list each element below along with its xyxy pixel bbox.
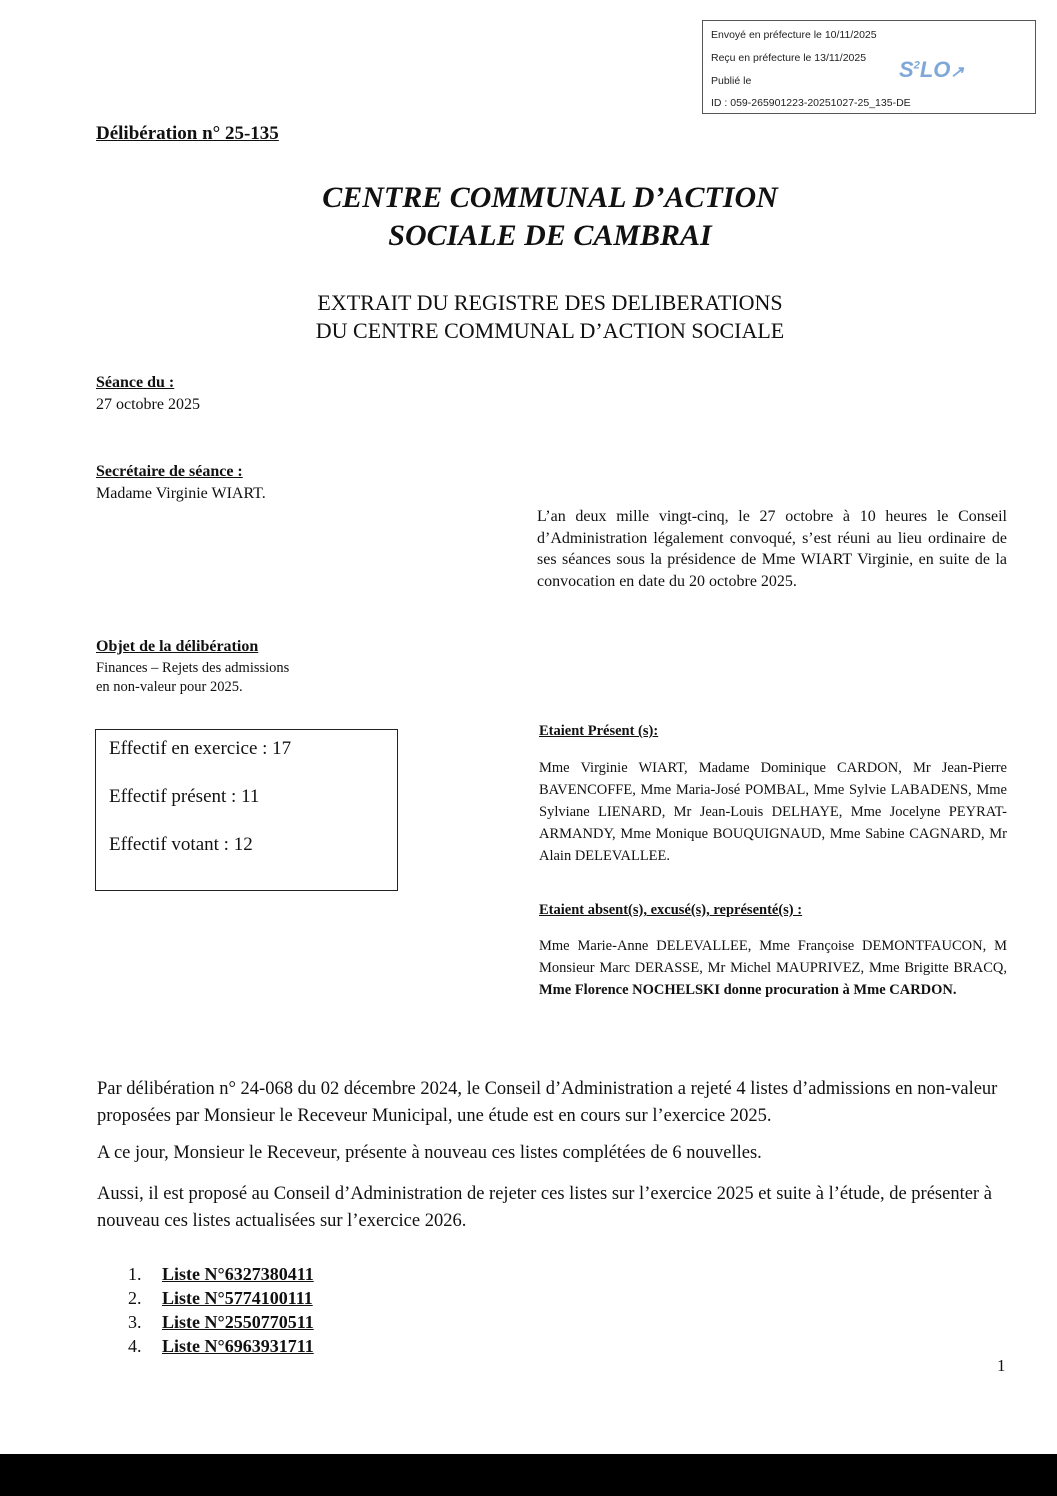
list-item-number: 2. bbox=[128, 1288, 142, 1308]
effectif-exercice: Effectif en exercice : 17 bbox=[109, 738, 292, 759]
secretaire-value: Madame Virginie WIART. bbox=[96, 485, 266, 502]
listes-list bbox=[128, 1262, 314, 1358]
body-paragraph-3: Aussi, il est proposé au Conseil d’Administration de rejeter ces listes sur l’exercice 2025 et suite à l’étude, de présenter à nouveau ces listes actualisées sur l’exercice 2026. bbox=[97, 1184, 992, 1231]
absents-heading: Etaient absent(s), excusé(s), représenté(s) : bbox=[539, 902, 803, 918]
s2lo-logo-icon: $S^2LO↗$ bbox=[899, 57, 964, 82]
body-paragraph-2: A ce jour, Monsieur le Receveur, présente à nouveau ces listes complétées de 6 nouvelles. bbox=[97, 1143, 762, 1163]
list-item bbox=[128, 1334, 314, 1358]
effectifs-box bbox=[95, 729, 398, 891]
list-item bbox=[128, 1262, 314, 1286]
deliberation-reference: Délibération n° 25-135 bbox=[96, 123, 279, 144]
list-item-label: Liste N°6327380411 bbox=[162, 1264, 314, 1284]
list-item bbox=[128, 1286, 314, 1310]
absents-block bbox=[539, 935, 1007, 1001]
subtitle-line-2: DU CENTRE COMMUNAL D’ACTION SOCIALE bbox=[315, 318, 785, 343]
absents-list: Mme Marie-Anne DELEVALLEE, Mme Françoise DEMONTFAUCON, M Monsieur Marc DERASSE, Mr Michel MAUPRIVEZ, Mme Brigitte BRACQ, bbox=[539, 938, 1007, 976]
title-line-1: CENTRE COMMUNAL D’ACTION bbox=[322, 181, 778, 214]
seance-label: Séance du : bbox=[96, 374, 175, 391]
list-item-number: 4. bbox=[128, 1336, 142, 1356]
list-item-label: Liste N°2550770511 bbox=[162, 1312, 314, 1332]
presents-list: Mme Virginie WIART, Madame Dominique CARDON, Mr Jean-Pierre BAVENCOFFE, Mme Maria-José POMBAL, Mme Sylvie LABADENS, Mme Sylviane LIENARD, Mr Jean-Louis DELHAYE, Mme Jocelyne PEYRAT-ARMANDY, Mme Monique BOUQUIGNAUD, Mme Sabine CAGNARD, Mr Alain DELEVALLEE. bbox=[539, 760, 1007, 864]
list-item bbox=[128, 1310, 314, 1334]
subtitle-line-1: EXTRAIT DU REGISTRE DES DELIBERATIONS bbox=[317, 290, 783, 315]
page-number: 1 bbox=[997, 1356, 1006, 1375]
effectif-votant: Effectif votant : 12 bbox=[109, 834, 253, 855]
objet-label: Objet de la délibération bbox=[96, 638, 259, 655]
stamp-recu: Reçu en préfecture le 13/11/2025 bbox=[711, 52, 867, 64]
list-item-number: 1. bbox=[128, 1264, 142, 1284]
body-paragraph-1: Par délibération n° 24-068 du 02 décembre 2024, le Conseil d’Administration a rejeté 4 listes d’admissions en non-valeur proposées par Monsieur le Receveur Municipal, une étude est en cours sur l’exercice 2025. bbox=[97, 1079, 998, 1126]
absents-procuration: Mme Florence NOCHELSKI donne procuration à Mme CARDON. bbox=[539, 982, 957, 998]
stamp-envoye: Envoyé en préfecture le 10/11/2025 bbox=[711, 29, 877, 41]
list-item-number: 3. bbox=[128, 1312, 142, 1332]
stamp-publie: Publié le bbox=[711, 75, 752, 87]
objet-line-1: Finances – Rejets des admissions bbox=[96, 660, 290, 676]
list-item-label: Liste N°5774100111 bbox=[162, 1288, 313, 1308]
list-item-label: Liste N°6963931711 bbox=[162, 1336, 314, 1356]
intro-paragraph: L’an deux mille vingt-cinq, le 27 octobre à 10 heures le Conseil d’Administration légalement convoqué, s’est réuni au lieu ordinaire de ses séances sous la présidence de Mme WIART Virginie, en suite de la convocation en date du 20 octobre 2025. bbox=[537, 508, 1007, 590]
presents-heading: Etaient Présent (s): bbox=[539, 723, 659, 739]
seance-date: 27 octobre 2025 bbox=[96, 396, 200, 413]
objet-line-2: en non-valeur pour 2025. bbox=[96, 679, 243, 695]
title-line-2: SOCIALE DE CAMBRAI bbox=[388, 219, 712, 252]
stamp-id: ID : 059-265901223-20251027-25_135-DE bbox=[711, 97, 911, 109]
prefecture-stamp bbox=[702, 20, 1036, 114]
secretaire-label: Secrétaire de séance : bbox=[96, 463, 243, 480]
scan-border bbox=[0, 1454, 1057, 1496]
effectif-present: Effectif présent : 11 bbox=[109, 786, 260, 807]
